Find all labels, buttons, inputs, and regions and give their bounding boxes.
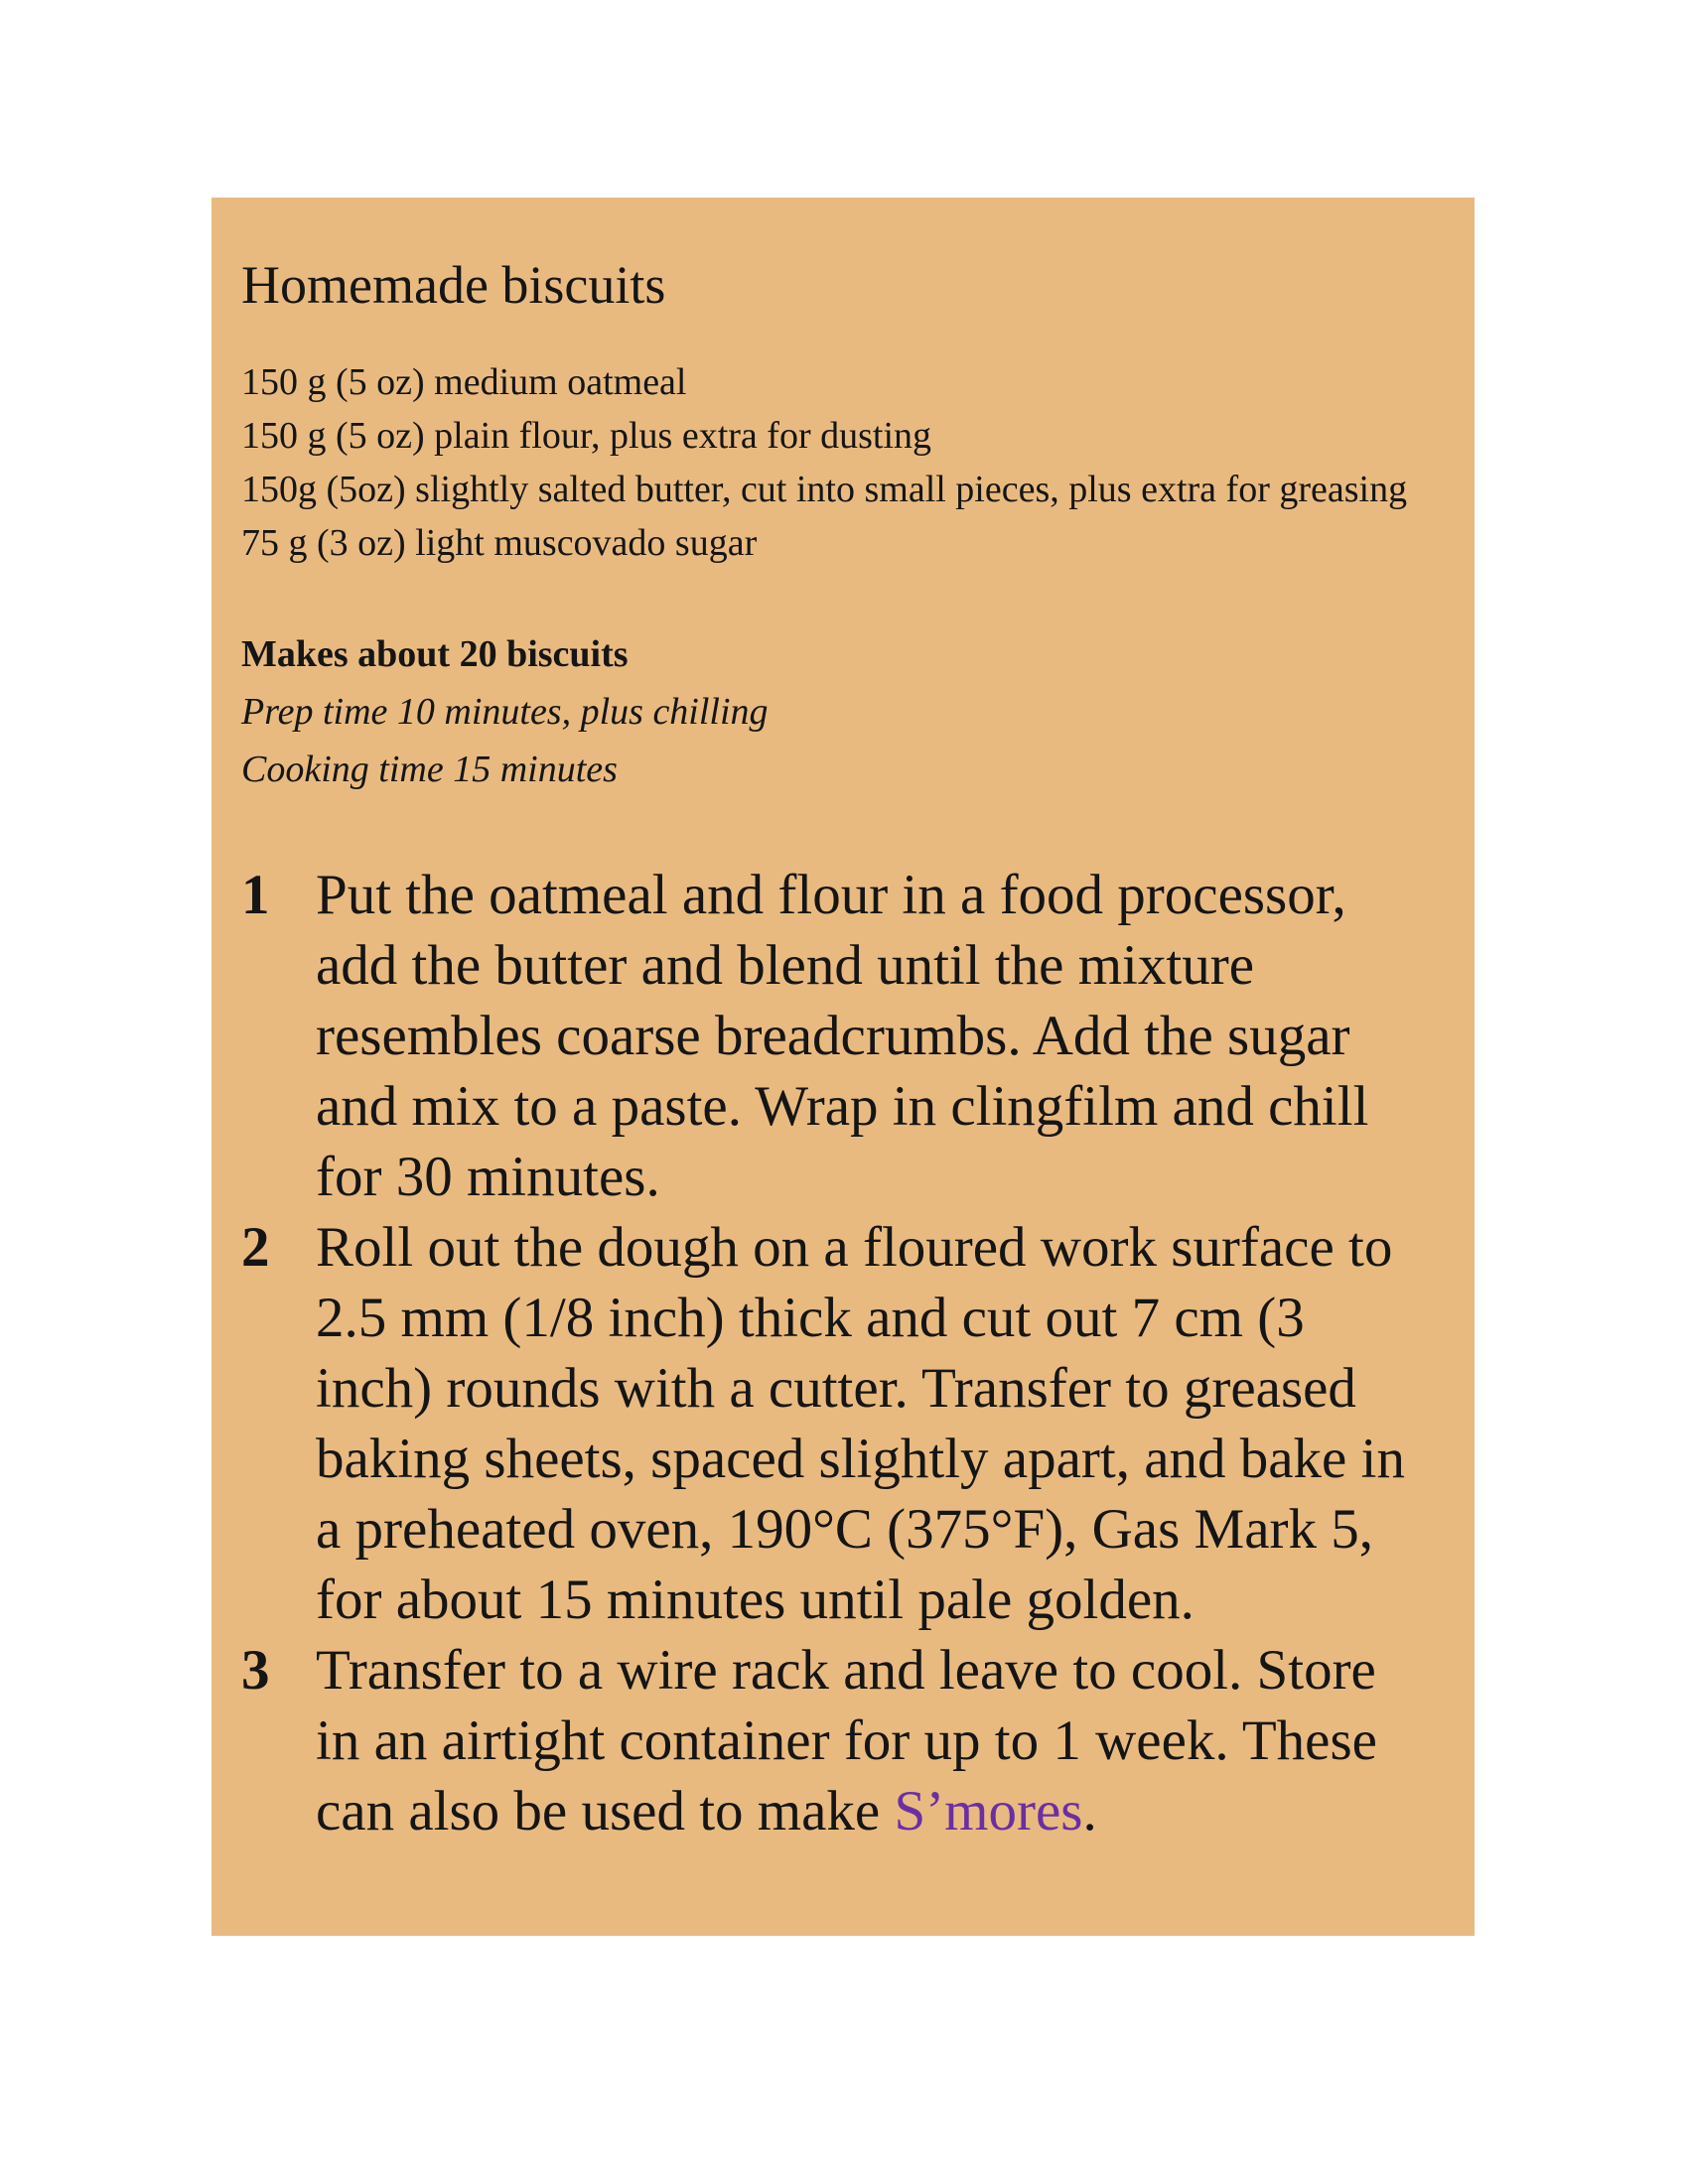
step-text-end: . — [1082, 1779, 1097, 1843]
step-number: 3 — [241, 1638, 270, 1702]
ingredient-item: 150 g (5 oz) plain flour, plus extra for dusting — [241, 414, 932, 457]
smores-link[interactable]: S’mores — [894, 1779, 1083, 1843]
ingredient-item: 75 g (3 oz) light muscovado sugar — [241, 521, 758, 564]
prep-time: Prep time 10 minutes, plus chilling — [241, 690, 769, 733]
recipe-meta — [241, 625, 1445, 798]
recipe-title: Homemade biscuits — [241, 255, 666, 315]
ingredient-item: 150g (5oz) slightly salted butter, cut into small pieces, plus extra for greasing — [241, 468, 1408, 510]
method-steps — [241, 860, 1445, 1846]
step-text-intro: Transfer to a wire rack and leave to cool. Store in an airtight container for up to 1 week. These can also be used to make — [316, 1638, 1377, 1843]
cooking-time: Cooking time 15 minutes — [241, 748, 618, 790]
recipe-card — [211, 198, 1475, 1936]
step-text: Put the oatmeal and flour in a food processor, add the butter and blend until the mixture resembles coarse breadcrumbs. Add the sugar and mix to a paste. Wrap in clingfilm and chill for 30 minutes. — [316, 863, 1369, 1208]
step-text: Roll out the dough on a floured work surface to 2.5 mm (1/8 inch) thick and cut out 7 cm (3 inch) rounds with a cutter. Transfer to greased baking sheets, spaced slightly apart, and bake in a preheated oven, 190°C (375°F), Gas Mark 5, for about 15 minutes until pale golden. — [316, 1215, 1405, 1631]
recipe-yield: Makes about 20 biscuits — [241, 632, 629, 675]
step-text — [316, 1635, 1445, 1846]
ingredient-list — [241, 355, 1445, 570]
ingredient-item: 150 g (5 oz) medium oatmeal — [241, 360, 687, 403]
method-step — [241, 1635, 1445, 1846]
step-number: 1 — [241, 863, 270, 926]
step-number: 2 — [241, 1215, 270, 1279]
method-step — [241, 860, 1445, 1212]
method-step — [241, 1212, 1445, 1635]
